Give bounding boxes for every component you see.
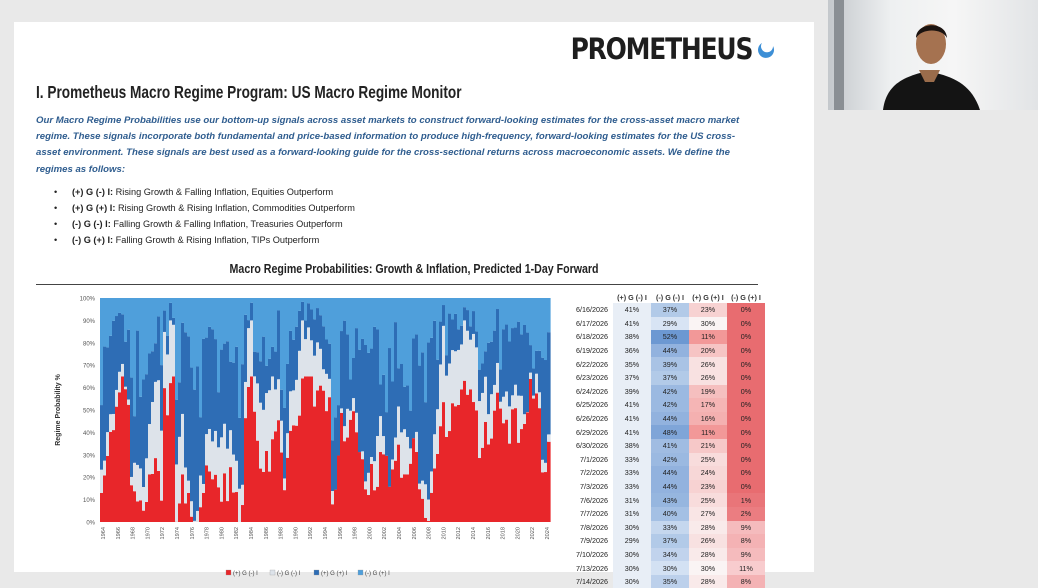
table-row [552, 521, 765, 535]
table-date-cell: 7/14/2026 [552, 575, 613, 588]
table-value-cell: 1% [727, 493, 765, 507]
table-value-cell: 26% [689, 534, 727, 548]
table-value-cell: 41% [613, 317, 651, 331]
y-tick-label: 40% [83, 431, 96, 437]
table-value-cell: 0% [727, 466, 765, 480]
table-value-cell: 11% [689, 425, 727, 439]
table-value-cell: 41% [651, 439, 689, 453]
table-value-cell: 0% [727, 330, 765, 344]
regime-description: Rising Growth & Falling Inflation, Equities Outperform [116, 187, 334, 197]
table-value-cell: 34% [651, 548, 689, 562]
regime-definition-item [58, 200, 355, 216]
area-segment [547, 332, 551, 434]
x-tick-label: 1966 [116, 527, 122, 539]
presenter-webcam [828, 0, 1038, 110]
x-tick-label: 2000 [367, 527, 373, 539]
intro-paragraph: Our Macro Regime Probabilities use our bottom-up signals across asset markets to construct forward-looking estimates for the cross-asset macro market regime. These signals incorporate both fundamental and price-based information to produce high-frequency, forward-looking estimates for the US cross-asset environment. These signals are best used as a forward-looking guide for the cross-sectional returns across macroeconomic assets. We define the regimes as follows: [36, 113, 751, 178]
table-value-cell: 35% [651, 575, 689, 588]
table-value-cell: 37% [651, 534, 689, 548]
brand-name: PROMETHEUS [570, 32, 752, 66]
table-value-cell: 0% [727, 303, 765, 317]
regime-area-chart [36, 292, 550, 582]
table-value-cell: 37% [651, 303, 689, 317]
x-tick-label: 2006 [412, 527, 418, 539]
table-value-cell: 41% [613, 303, 651, 317]
table-value-cell: 33% [651, 521, 689, 535]
regime-code: (+) G (+) I: [72, 203, 115, 213]
table-value-cell: 25% [689, 453, 727, 467]
table-value-cell: 37% [651, 371, 689, 385]
y-tick-label: 30% [83, 453, 96, 459]
table-row [552, 303, 765, 317]
table-date-cell: 7/9/2026 [552, 534, 613, 548]
table-row [552, 548, 765, 562]
regime-definitions [58, 184, 355, 248]
table-row [552, 466, 765, 480]
table-row [552, 493, 765, 507]
table-value-cell: 44% [651, 412, 689, 426]
table-header-date [552, 291, 613, 303]
title-divider [36, 284, 758, 285]
area-segment [547, 442, 551, 522]
x-tick-label: 1978 [205, 527, 211, 539]
table-value-cell: 25% [689, 493, 727, 507]
table-value-cell: 30% [613, 548, 651, 562]
table-header-cell: (+) G (-) I [613, 291, 651, 303]
table-value-cell: 9% [727, 521, 765, 535]
table-header-cell: (-) G (-) I [651, 291, 689, 303]
table-value-cell: 41% [613, 398, 651, 412]
table-row [552, 317, 765, 331]
table-value-cell: 16% [689, 412, 727, 426]
y-tick-label: 0% [86, 521, 95, 527]
x-tick-label: 2022 [530, 527, 536, 539]
table-value-cell: 35% [613, 357, 651, 371]
regime-description: Rising Growth & Rising Inflation, Commodities Outperform [118, 203, 355, 213]
table-value-cell: 11% [689, 330, 727, 344]
table-header-row [552, 291, 765, 303]
y-tick-label: 70% [83, 364, 96, 370]
x-tick-label: 1986 [264, 527, 270, 539]
table-row [552, 330, 765, 344]
table-date-cell: 6/29/2026 [552, 425, 613, 439]
table-date-cell: 6/26/2026 [552, 412, 613, 426]
table-value-cell: 0% [727, 453, 765, 467]
table-date-cell: 7/2/2026 [552, 466, 613, 480]
x-tick-label: 2014 [471, 527, 477, 539]
table-date-cell: 6/19/2026 [552, 344, 613, 358]
table-value-cell: 30% [613, 561, 651, 575]
crescent-logo-icon [756, 38, 778, 60]
x-tick-label: 1974 [175, 527, 181, 539]
table-value-cell: 2% [727, 507, 765, 521]
table-value-cell: 30% [651, 561, 689, 575]
y-tick-label: 60% [83, 386, 96, 392]
table-value-cell: 52% [651, 330, 689, 344]
legend-swatch [226, 570, 231, 575]
x-tick-label: 1968 [131, 527, 137, 539]
regime-code: (+) G (-) I: [72, 187, 113, 197]
x-tick-label: 1992 [308, 527, 314, 539]
x-tick-label: 1970 [145, 527, 151, 539]
table-value-cell: 0% [727, 425, 765, 439]
regime-description: Falling Growth & Rising Inflation, TIPs Outperform [116, 235, 320, 245]
table-header-cell: (+) G (+) I [689, 291, 727, 303]
x-tick-label: 1998 [353, 527, 359, 539]
y-tick-label: 80% [83, 341, 96, 347]
chart-title: Macro Regime Probabilities: Growth & Inflation, Predicted 1-Day Forward [14, 262, 814, 276]
x-tick-label: 2002 [382, 527, 388, 539]
table-value-cell: 33% [613, 480, 651, 494]
table-date-cell: 6/25/2026 [552, 398, 613, 412]
table-value-cell: 43% [651, 493, 689, 507]
table-row [552, 344, 765, 358]
table-value-cell: 44% [651, 480, 689, 494]
table-value-cell: 0% [727, 385, 765, 399]
table-value-cell: 11% [727, 561, 765, 575]
person-icon [828, 0, 1038, 110]
table-value-cell: 20% [689, 344, 727, 358]
x-tick-label: 2010 [441, 527, 447, 539]
table-date-cell: 6/17/2026 [552, 317, 613, 331]
x-tick-label: 1972 [160, 527, 166, 539]
x-tick-label: 2024 [545, 527, 551, 539]
table-value-cell: 44% [651, 344, 689, 358]
table-header-cell: (-) G (+) I [727, 291, 765, 303]
y-axis-label: Regime Probability % [55, 373, 62, 445]
y-tick-label: 90% [83, 319, 96, 325]
table-date-cell: 7/8/2026 [552, 521, 613, 535]
table-row [552, 425, 765, 439]
regime-definition-item [58, 184, 355, 200]
x-tick-label: 1990 [293, 527, 299, 539]
table-value-cell: 30% [613, 521, 651, 535]
table-value-cell: 0% [727, 398, 765, 412]
x-tick-label: 2004 [397, 527, 403, 539]
page-title: I. Prometheus Macro Regime Program: US Macro Regime Monitor [36, 82, 462, 103]
document-page [14, 22, 814, 572]
brand-logo [541, 32, 778, 66]
regime-definition-item [58, 216, 355, 232]
table-value-cell: 42% [651, 398, 689, 412]
x-tick-label: 2016 [486, 527, 492, 539]
legend-swatch [270, 570, 275, 575]
table-value-cell: 38% [613, 439, 651, 453]
table-row [552, 561, 765, 575]
table-value-cell: 0% [727, 412, 765, 426]
table-value-cell: 33% [613, 453, 651, 467]
table-value-cell: 29% [613, 534, 651, 548]
regime-code: (-) G (-) I: [72, 219, 111, 229]
table-value-cell: 30% [689, 317, 727, 331]
x-tick-label: 1994 [323, 527, 329, 539]
table-date-cell: 7/6/2026 [552, 493, 613, 507]
x-tick-label: 1980 [219, 527, 225, 539]
table-value-cell: 31% [613, 493, 651, 507]
table-date-cell: 6/22/2026 [552, 357, 613, 371]
table-value-cell: 28% [689, 521, 727, 535]
y-tick-label: 10% [83, 498, 96, 504]
table-value-cell: 39% [651, 357, 689, 371]
table-value-cell: 39% [613, 385, 651, 399]
x-tick-label: 1984 [249, 527, 255, 539]
chart-area [36, 292, 550, 587]
legend-label: (+) G (-) I [233, 571, 258, 577]
table-value-cell: 28% [689, 548, 727, 562]
table-date-cell: 7/3/2026 [552, 480, 613, 494]
table-row [552, 385, 765, 399]
table-value-cell: 23% [689, 480, 727, 494]
table-value-cell: 30% [689, 561, 727, 575]
table-value-cell: 38% [613, 330, 651, 344]
table-value-cell: 0% [727, 357, 765, 371]
x-tick-label: 2020 [515, 527, 521, 539]
table-value-cell: 48% [651, 425, 689, 439]
regime-code: (-) G (+) I: [72, 235, 113, 245]
table-value-cell: 33% [613, 466, 651, 480]
table-value-cell: 42% [651, 453, 689, 467]
table-value-cell: 29% [651, 317, 689, 331]
table-value-cell: 0% [727, 317, 765, 331]
table-value-cell: 26% [689, 371, 727, 385]
table-value-cell: 17% [689, 398, 727, 412]
table-value-cell: 9% [727, 548, 765, 562]
table-value-cell: 41% [613, 412, 651, 426]
table-row [552, 507, 765, 521]
regime-description: Falling Growth & Falling Inflation, Treasuries Outperform [113, 219, 342, 229]
x-tick-label: 2008 [427, 527, 433, 539]
table-value-cell: 23% [689, 303, 727, 317]
table-value-cell: 42% [651, 385, 689, 399]
y-tick-label: 50% [83, 409, 96, 415]
table-value-cell: 21% [689, 439, 727, 453]
legend-label: (-) G (-) I [277, 571, 301, 577]
table-row [552, 534, 765, 548]
table-value-cell: 41% [613, 425, 651, 439]
table-value-cell: 0% [727, 344, 765, 358]
area-segment [547, 434, 551, 441]
table-value-cell: 0% [727, 371, 765, 385]
table-row [552, 453, 765, 467]
y-tick-label: 20% [83, 476, 96, 482]
legend-swatch [314, 570, 319, 575]
table-value-cell: 36% [613, 344, 651, 358]
table-value-cell: 24% [689, 466, 727, 480]
table-row [552, 439, 765, 453]
x-tick-label: 1988 [279, 527, 285, 539]
table-value-cell: 44% [651, 466, 689, 480]
table-value-cell: 27% [689, 507, 727, 521]
table-row [552, 371, 765, 385]
x-tick-label: 2018 [501, 527, 507, 539]
table-date-cell: 7/10/2026 [552, 548, 613, 562]
table-value-cell: 0% [727, 480, 765, 494]
area-segment [547, 298, 551, 332]
table-value-cell: 19% [689, 385, 727, 399]
table-value-cell: 40% [651, 507, 689, 521]
table-date-cell: 6/16/2026 [552, 303, 613, 317]
y-tick-label: 100% [80, 297, 96, 303]
regime-probability-table [552, 291, 765, 588]
legend-label: (+) G (+) I [321, 571, 348, 577]
table-value-cell: 31% [613, 507, 651, 521]
table-value-cell: 8% [727, 534, 765, 548]
table-date-cell: 7/7/2026 [552, 507, 613, 521]
table-value-cell: 26% [689, 357, 727, 371]
table-value-cell: 28% [689, 575, 727, 588]
legend-swatch [358, 570, 363, 575]
table-date-cell: 7/13/2026 [552, 561, 613, 575]
table-value-cell: 30% [613, 575, 651, 588]
table-date-cell: 6/30/2026 [552, 439, 613, 453]
table-date-cell: 6/24/2026 [552, 385, 613, 399]
table-row [552, 357, 765, 371]
table-date-cell: 6/18/2026 [552, 330, 613, 344]
table-value-cell: 0% [727, 439, 765, 453]
table-date-cell: 6/23/2026 [552, 371, 613, 385]
table-value-cell: 37% [613, 371, 651, 385]
x-tick-label: 1996 [338, 527, 344, 539]
x-tick-label: 1982 [234, 527, 240, 539]
x-tick-label: 2012 [456, 527, 462, 539]
table-row [552, 575, 765, 588]
table-row [552, 398, 765, 412]
table-value-cell: 8% [727, 575, 765, 588]
x-tick-label: 1964 [101, 527, 107, 539]
x-tick-label: 1976 [190, 527, 196, 539]
table-body [552, 303, 765, 588]
table-row [552, 480, 765, 494]
table-row [552, 412, 765, 426]
table-date-cell: 7/1/2026 [552, 453, 613, 467]
legend-label: (-) G (+) I [365, 571, 390, 577]
regime-definition-item [58, 232, 355, 248]
